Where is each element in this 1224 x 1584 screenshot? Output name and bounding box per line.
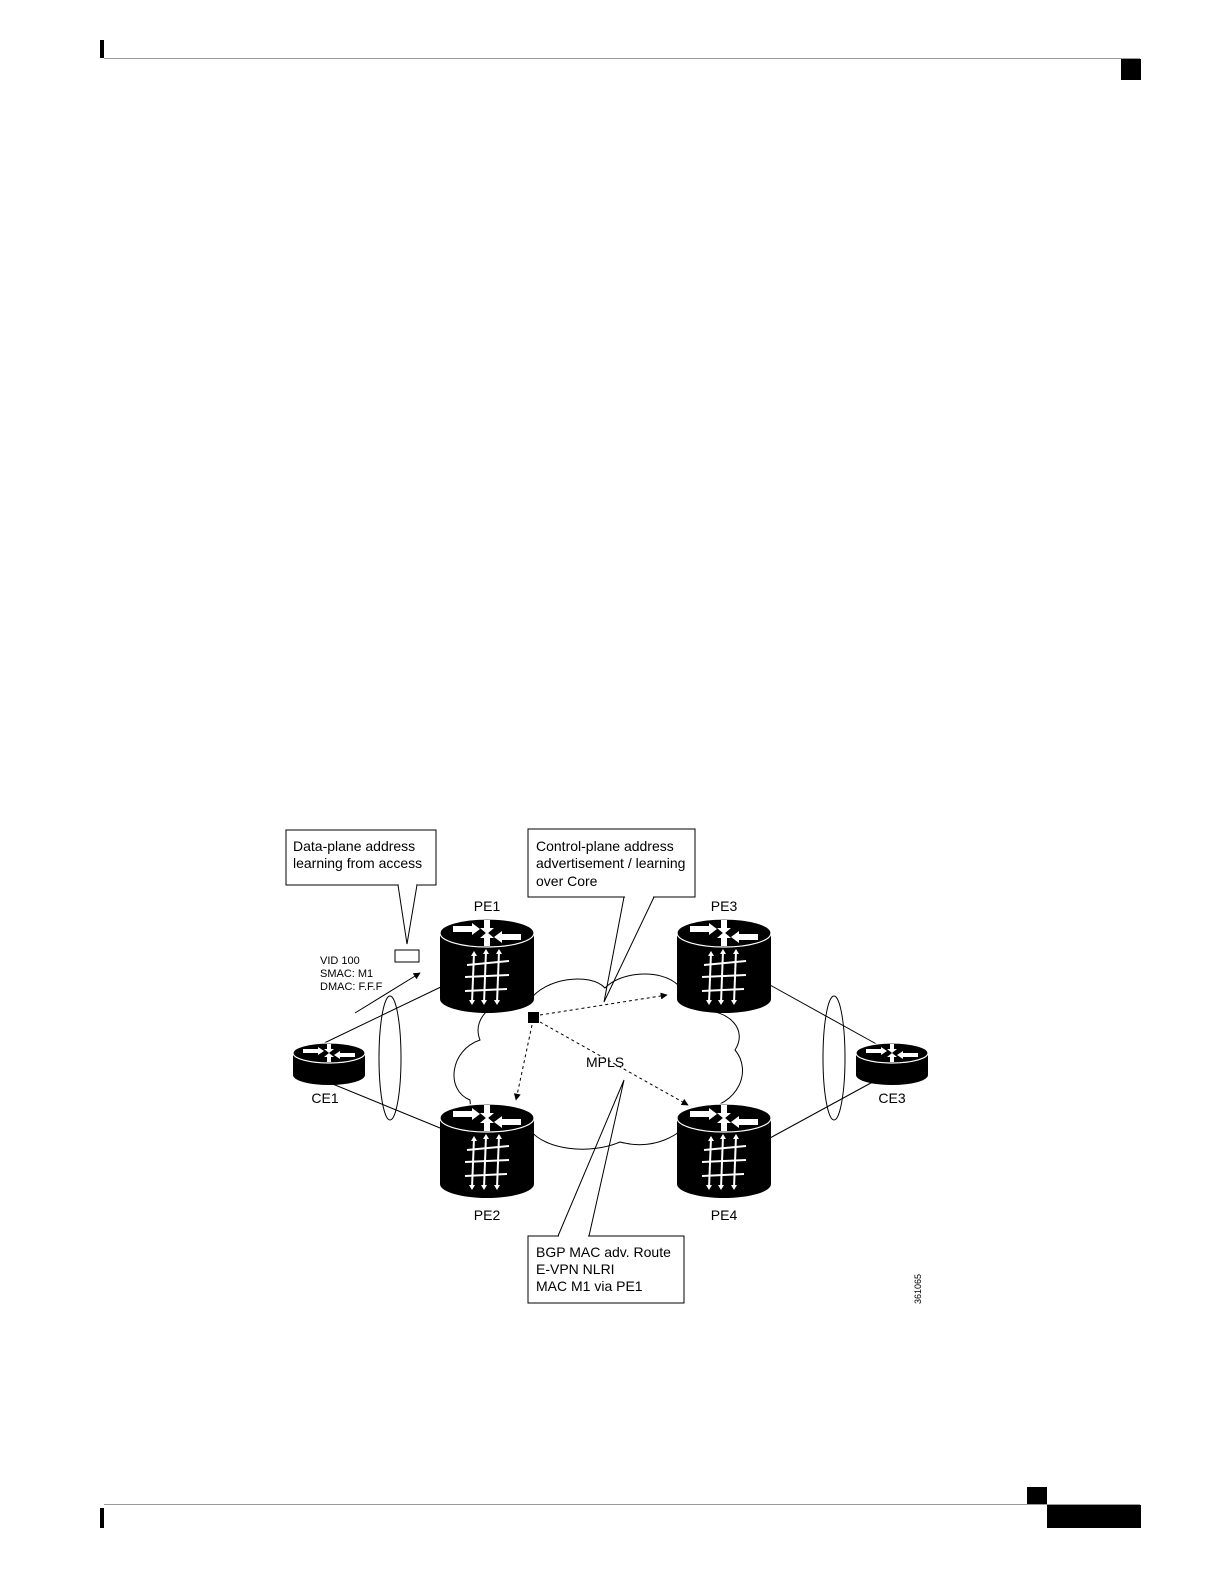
footer-marker <box>100 1508 104 1528</box>
footer-block-small <box>1027 1487 1047 1505</box>
frame-packet <box>395 950 419 962</box>
pe2-label: PE2 <box>473 1207 501 1223</box>
ce3-label: CE3 <box>878 1090 906 1106</box>
bgp-line-3: MAC M1 via PE1 <box>536 1278 643 1294</box>
ce1-router-icon <box>293 1043 365 1085</box>
frame-vid: VID 100 <box>320 955 360 967</box>
frame-smac: SMAC: M1 <box>320 968 374 980</box>
pe4-router-icon <box>677 1104 771 1198</box>
control-plane-line-2: advertisement / learning <box>536 855 686 871</box>
data-plane-line-1: Data-plane address <box>293 838 416 854</box>
mpls-label: MPLS <box>585 1054 625 1070</box>
control-plane-line-3: over Core <box>536 873 598 889</box>
pe1-router-icon <box>440 919 534 1013</box>
pe3-label: PE3 <box>710 898 738 914</box>
frame-dmac: DMAC: F.F.F <box>320 981 383 993</box>
data-plane-line-2: learning from access <box>293 855 423 871</box>
control-plane-callout <box>528 829 695 1002</box>
pe1-label: PE1 <box>473 898 501 914</box>
control-plane-line-1: Control-plane address <box>536 838 674 854</box>
ethernet-segment-right <box>823 996 845 1120</box>
mac-advertisement-source <box>528 1012 539 1023</box>
ce1-label: CE1 <box>311 1090 339 1106</box>
pe4-label: PE4 <box>710 1207 738 1223</box>
pe3-router-icon <box>677 919 771 1013</box>
data-plane-callout <box>286 830 436 944</box>
bgp-line-1: BGP MAC adv. Route <box>536 1244 671 1260</box>
figure-id: 361065 <box>913 1273 923 1304</box>
ce3-router-icon <box>856 1043 928 1085</box>
footer-rule <box>104 1504 1140 1505</box>
pe2-router-icon <box>440 1104 534 1198</box>
bgp-line-2: E-VPN NLRI <box>536 1261 615 1277</box>
footer-page-tab <box>1047 1505 1141 1528</box>
ethernet-segment-left <box>379 996 401 1120</box>
